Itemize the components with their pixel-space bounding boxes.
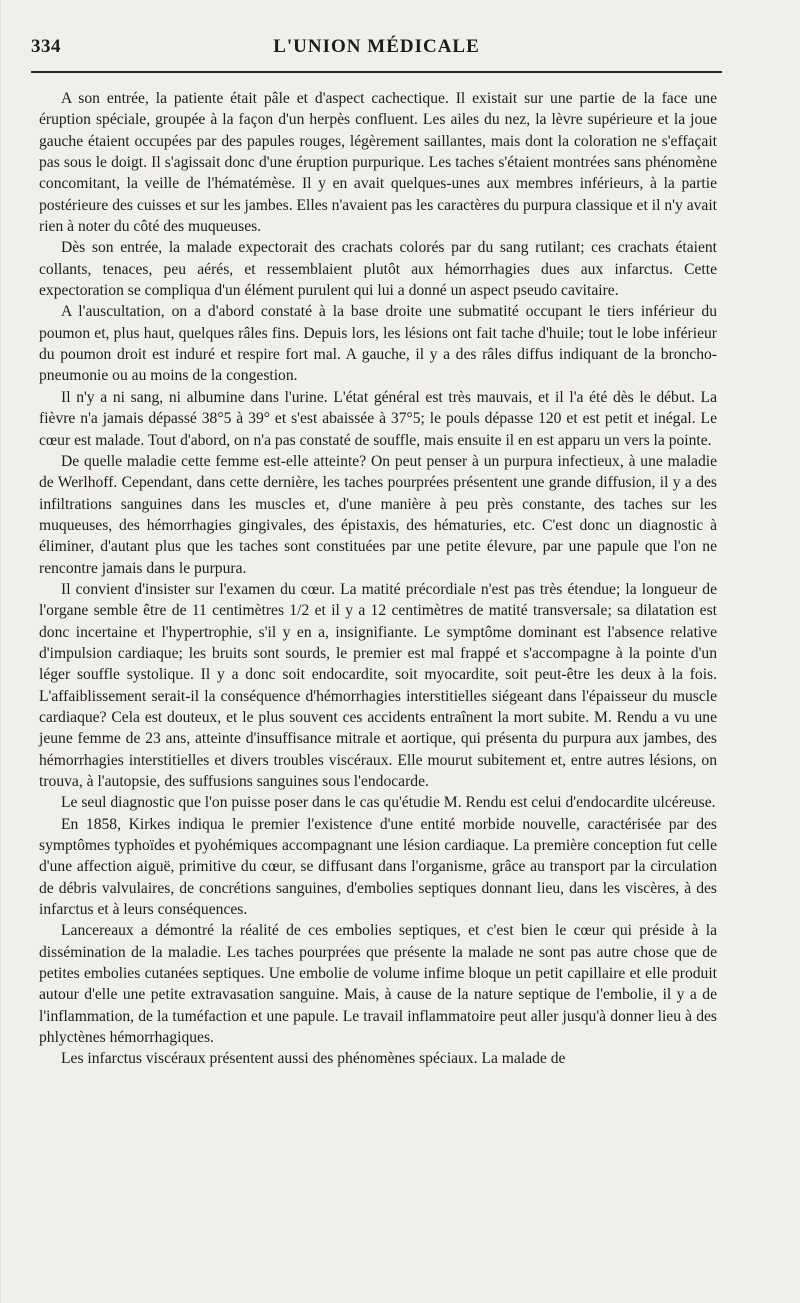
- paragraph-diagnosis-question: De quelle maladie cette femme est-elle atteinte? On peut penser à un purpura infectieux, à une maladie de Werlhoff. Cependant, dans cette dernière, les taches pourprées présentent une grande diffusion, il y a des infiltrations sanguines dans les muscles et, d'une manière à peu près constante, des taches sur les muqueuses, des hémorrhagies gingivales, des épistaxis, des hématuries, etc. C'est donc un diagnostic à éliminer, d'autant plus que les taches sont constituées par une petite élevure, par une papule que l'on ne rencontre jamais dans le purpura.: [39, 452, 717, 577]
- header-rule: [31, 71, 722, 73]
- paragraph-diagnosis: Le seul diagnostic que l'on puisse poser dans le cas qu'étudie M. Rendu est celui d'endocardite ulcéreuse.: [61, 794, 716, 812]
- paragraph-expectoration: Dès son entrée, la malade expectorait des crachats colorés par du sang rutilant; ces crachats étaient collants, tenaces, peu aérés, et ressemblaient plutôt aux hémorrhagies dues aux infarctus. Cette expectoration se compliqua d'un élément purulent qui lui a donné un aspect pseudo cavitaire.: [39, 239, 717, 300]
- page-number: 334: [31, 36, 61, 57]
- paragraph-general-state: Il n'y a ni sang, ni albumine dans l'urine. L'état général est très mauvais, et il l'a été dès le début. La fièvre n'a jamais dépassé 38°5 à 39° et s'est abaissée à 37°5; le pouls dépasse 120 et est petit et inégal. Le cœur est malade. Tout d'abord, on n'a pas constaté de souffle, mais ensuite il en est apparu un vers la pointe.: [39, 388, 717, 449]
- article-body: [39, 88, 717, 1070]
- paragraph-kirkes: En 1858, Kirkes indiqua le premier l'existence d'une entité morbide nouvelle, caractérisée par des symptômes typhoïdes et pyohémiques accompagnant une lésion cardiaque. La première conception fut celle d'une affection aiguë, primitive du cœur, se diffusant dans l'organisme, grâce au transport par la circulation de débris valvulaires, de concrétions sanguines, d'embolies septiques donnant lieu, dans les viscères, à des infarctus et à leurs conséquences.: [39, 815, 717, 919]
- paragraph-admission: A son entrée, la patiente était pâle et d'aspect cachectique. Il existait sur une partie de la face une éruption spéciale, groupée à la façon d'un herpès confluent. Les ailes du nez, la lèvre supérieure et la joue gauche étaient occupées par des papules rouges, légèrement saillantes, mais dont la coloration ne s'effaçait pas sous le doigt. Il s'agissait donc d'une éruption purpurique. Les taches s'étaient montrées sans phénomène concomitant, la veille de l'hématémèse. Il y en avait quelques-unes aux membres inférieurs, à la partie postérieure des cuisses et sur les jambes. Elles n'avaient pas les caractères du purpura classique et il n'y avait rien à noter du côté des muqueuses.: [39, 90, 717, 236]
- paragraph-heart-exam: Il convient d'insister sur l'examen du cœur. La matité précordiale n'est pas très étendue; la longueur de l'organe semble être de 11 centimètres 1/2 et il y a 12 centimètres de matité transversale; sa dilatation est donc incertaine et l'hypertrophie, s'il y en a, insignifiante. Le symptôme dominant est l'absence relative d'impulsion cardiaque; les bruits sont sourds, le premier est mal frappé et s'accompagne à la pointe d'un léger souffle systolique. Il y a donc soit endocardite, soit myocardite, soit peut-être les deux à la fois. L'affaiblissement serait-il la conséquence d'hémorrhagies interstitielles siégeant dans l'épaisseur du muscle cardiaque? Cela est douteux, et le plus souvent ces accidents entraînent la mort subite. M. Rendu a vu une jeune femme de 23 ans, atteinte d'insuffisance mitrale et aortique, qui présenta du purpura aux jambes, des hémorrhagies interstitielles et divers troubles viscéraux. Elle mourut subitement et, entre autres lésions, on trouva, à l'autopsie, des suffusions sanguines sous l'endocarde.: [39, 580, 717, 790]
- paragraph-infarctus: Les infarctus viscéraux présentent aussi des phénomènes spéciaux. La malade de: [61, 1050, 566, 1068]
- running-title: L'UNION MÉDICALE: [273, 36, 480, 57]
- paragraph-lancereaux: Lancereaux a démontré la réalité de ces embolies septiques, et c'est bien le cœur qui préside à la dissémination de la maladie. Les taches pourprées que présente la malade ne sont pas autre chose que de petites embolies cutanées septiques. Une embolie de volume infime bloque un petit capillaire et elle produit autour d'elle une petite extravasation sanguine. Mais, à cause de la nature septique de l'embolie, il y a de l'inflammation, de la tuméfaction et une papule. Le travail inflammatoire peut aller jusqu'à donner lieu à des phlyctènes hémorrhagiques.: [39, 922, 717, 1047]
- paragraph-auscultation: A l'auscultation, on a d'abord constaté à la base droite une submatité occupant le tiers inférieur du poumon et, plus haut, quelques râles fins. Depuis lors, les lésions ont fait tache d'huile; tout le lobe inférieur du poumon droit est induré et respire fort mal. A gauche, il y a des râles diffus indiquant de la broncho-pneumonie ou au moins de la congestion.: [39, 303, 717, 385]
- page-header: [31, 36, 722, 64]
